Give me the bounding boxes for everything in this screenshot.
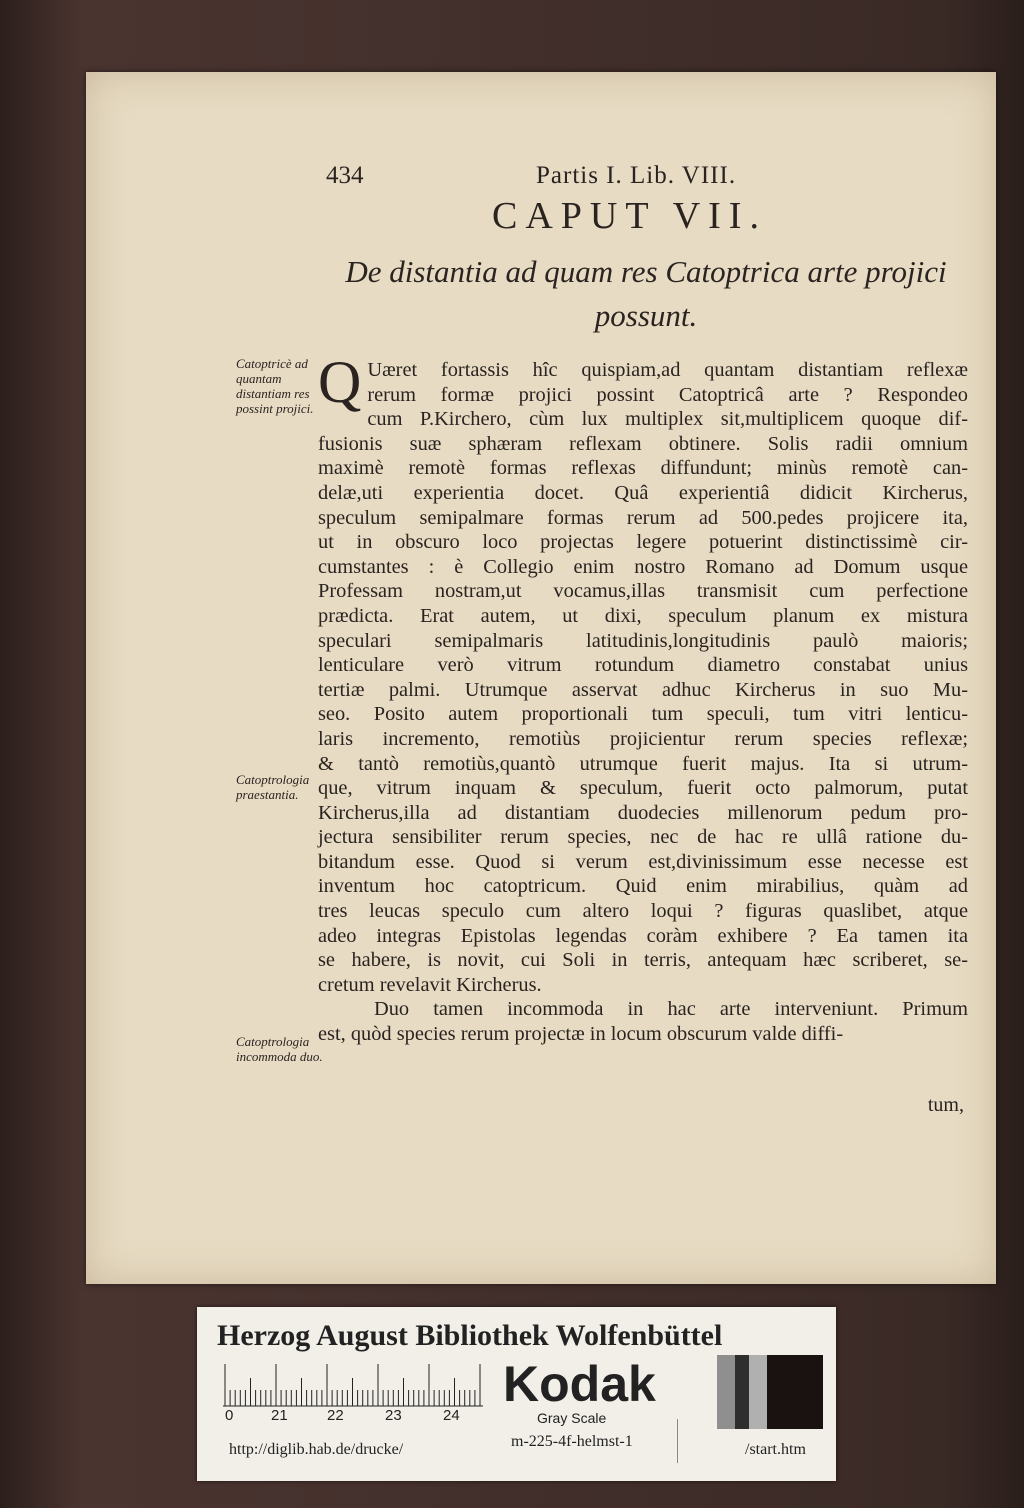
- text-line: maximè remotè formas reflexas diffundunt; minùs remotè can-: [318, 457, 968, 480]
- paragraph: [318, 997, 968, 1046]
- page-number: 434: [326, 162, 364, 189]
- text-line: & tantò remotiùs,quantò utrumque fuerit majus. Ita si utrum-: [318, 752, 968, 775]
- gray-swatch: [767, 1355, 823, 1429]
- body-text: [318, 349, 968, 1047]
- text-line: tres leucas speculo cum altero loqui ? figuras quaslibet, atque: [318, 900, 968, 923]
- text-line: laris incremento, remotiùs projicientur rerum species reflexæ;: [318, 727, 968, 750]
- marginal-note: Catoptricè ad quantam distantiam res possint projici.: [236, 356, 314, 416]
- shelfmark: m-225-4f-helmst-1: [511, 1433, 633, 1450]
- text-line: bitandum esse. Quod si verum est,divinissimum esse necesse est: [318, 850, 968, 873]
- ruler-number: 22: [327, 1407, 344, 1424]
- text-line: inventum hoc catoptricum. Quid enim mirabilius, quàm ad: [318, 875, 968, 898]
- chapter-title: CAPUT VII.: [492, 195, 767, 237]
- text-line: speculari semipalmaris latitudinis,longitudinis paulò maioris;: [318, 629, 968, 652]
- text-line: delæ,uti experientia docet. Quâ experientiâ didicit Kircherus,: [318, 481, 968, 504]
- text-line: Professam nostram,ut vocamus,illas transmisit cum perfectione: [318, 580, 968, 603]
- text-line: se habere, is novit, cui Soli in terris, antequam hæc scriberet, se-: [318, 949, 968, 972]
- text-line: est, quòd species rerum projectæ in locum obscurum valde diffi-: [318, 1023, 844, 1046]
- divider: [677, 1419, 678, 1463]
- url-left: http://diglib.hab.de/drucke/: [229, 1441, 404, 1458]
- text-line: ut in obscuro loco projectas legere potuerint distinctissimè cir-: [318, 531, 968, 554]
- ruler-number: 23: [385, 1407, 402, 1424]
- kodak-logo: Kodak: [503, 1356, 656, 1412]
- catchword: tum,: [927, 1094, 964, 1116]
- text-line: Uæret fortassis hîc quispiam,ad quantam distantiam reflexæ: [367, 359, 968, 381]
- text-line: tertiæ palmi. Utrumque asservat adhuc Kircherus in suo Mu-: [318, 678, 968, 701]
- gray-scale-label: Gray Scale: [537, 1410, 607, 1426]
- text-line: Duo tamen incommoda in hac arte interveniunt. Primum: [374, 998, 968, 1021]
- marginal-note: Catoptrologia praestantia.: [236, 772, 310, 802]
- gray-swatch: [735, 1355, 749, 1429]
- marginal-note: Catoptrologia incommoda duo.: [236, 1034, 323, 1064]
- paragraph: [318, 349, 968, 997]
- text-line: fusionis suæ sphæram reflexam obtinere. Solis radii omnium: [318, 432, 968, 455]
- text-line: lenticulare verò vitrum rotundum diametro constabat unius: [318, 654, 968, 677]
- ruler-number: 0: [225, 1407, 234, 1424]
- library-label-card: [197, 1307, 836, 1481]
- ruler-scale: [223, 1363, 483, 1407]
- ruler-number: 24: [443, 1407, 460, 1424]
- text-line: jectura sensibiliter rerum species, nec de hac re ullâ ratione du-: [318, 826, 968, 849]
- running-head: Partis I. Lib. VIII.: [536, 162, 737, 189]
- drop-cap: Q: [318, 349, 362, 415]
- text-line: cretum revelavit Kircherus.: [318, 973, 542, 996]
- text-line: adeo integras Epistolas legendas coràm exhibere ? Ea tamen ita: [318, 924, 968, 947]
- ruler-numbers: [221, 1407, 491, 1427]
- gray-swatch: [717, 1355, 735, 1429]
- text-line: que, vitrum inquam & speculum, fuerit octo palmorum, putat: [318, 777, 968, 800]
- url-right: /start.htm: [745, 1441, 806, 1458]
- chapter-subtitle: De distantia ad quam res Catoptrica arte projici possunt.: [345, 254, 947, 333]
- text-line: seo. Posito autem proportionali tum speculi, tum vitri lenticu-: [318, 703, 968, 726]
- text-line: Kircherus,illa ad distantiam duodecies millenorum pedum pro-: [318, 801, 968, 824]
- institution-name: Herzog August Bibliothek Wolfenbüttel: [217, 1319, 723, 1352]
- text-line: rerum formæ projici possint Catoptricâ arte ? Respondeo: [367, 383, 968, 406]
- ruler-number: 21: [271, 1407, 288, 1424]
- text-line: prædicta. Erat autem, ut dixi, speculum planum ex mistura: [318, 604, 968, 627]
- gray-scale-swatches: [717, 1355, 823, 1429]
- gray-swatch: [749, 1355, 767, 1429]
- text-line: cum P.Kirchero, cùm lux multiplex sit,multiplicem quoque dif-: [367, 408, 968, 431]
- book-page: [86, 72, 996, 1284]
- text-line: cumstantes : è Collegio enim nostro Romano ad Domum usque: [318, 555, 968, 578]
- text-line: speculum semipalmare formas rerum ad 500.pedes projicere ita,: [318, 506, 968, 529]
